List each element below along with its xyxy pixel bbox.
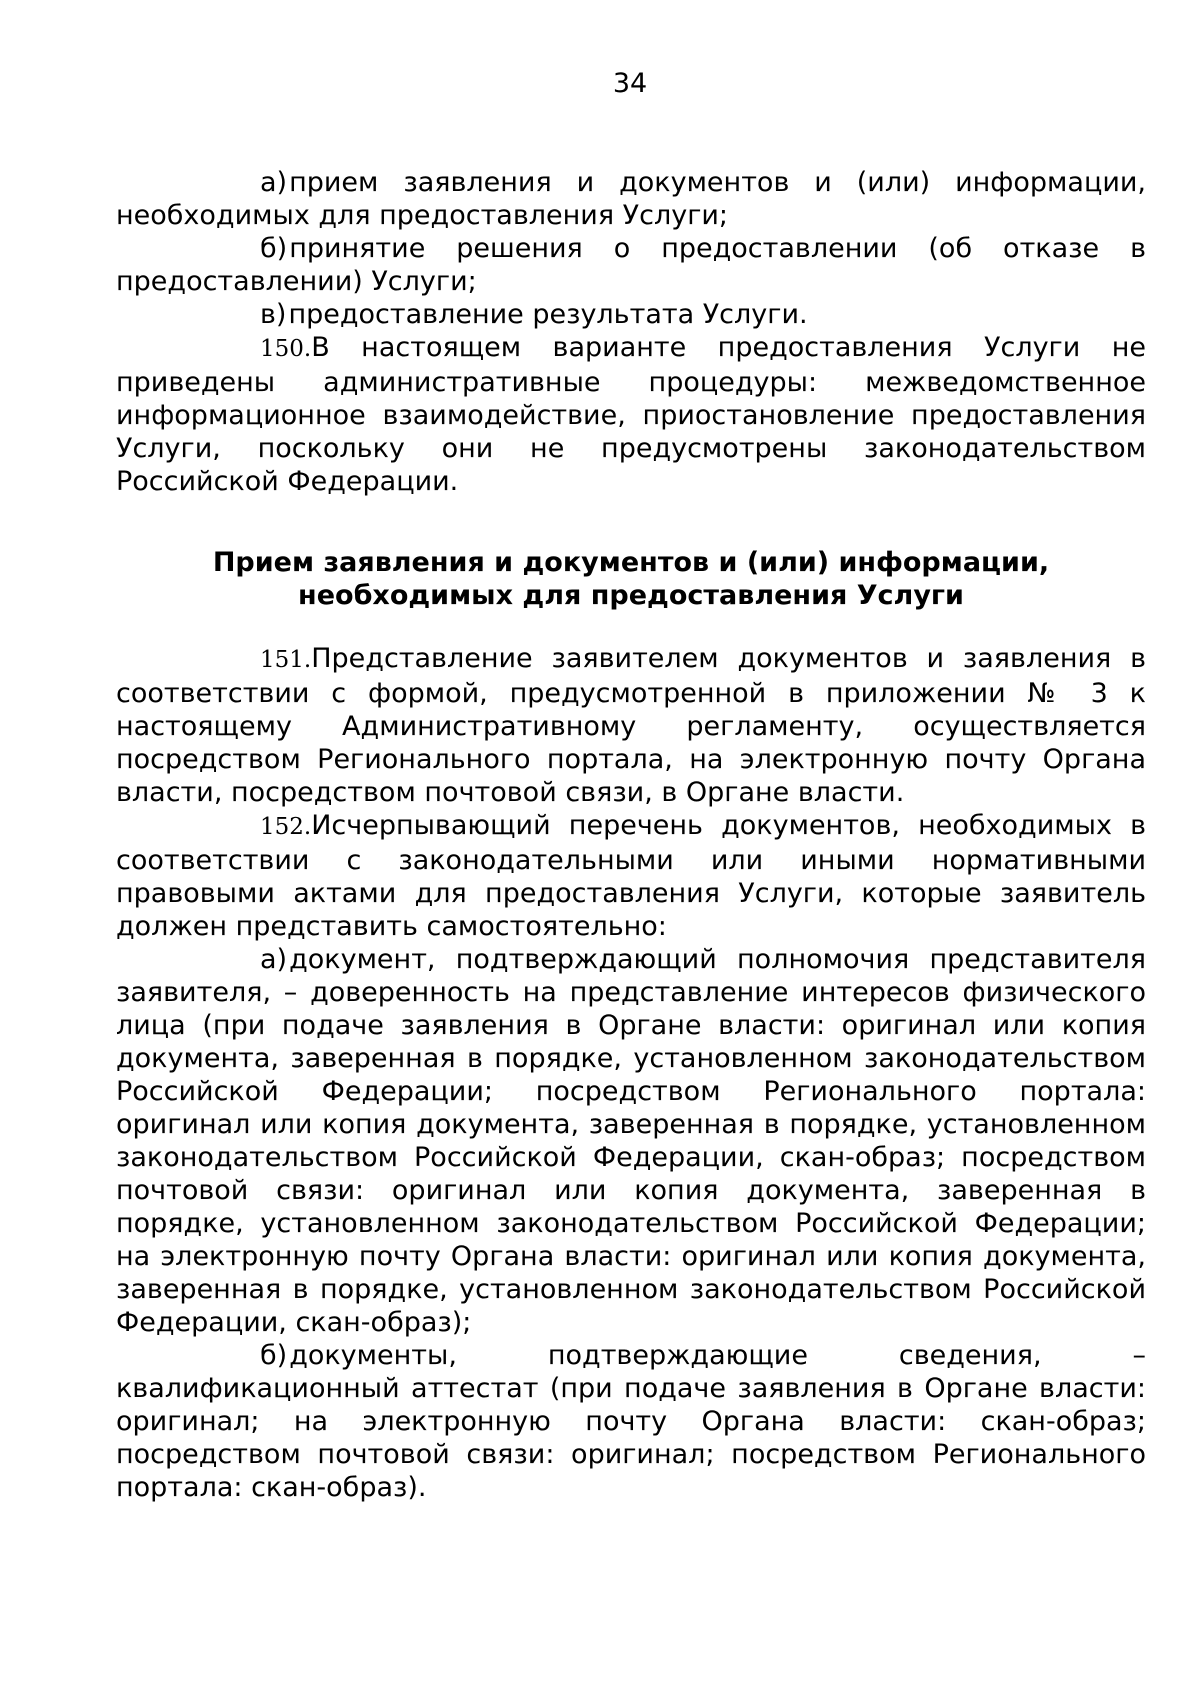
paragraph-150 [116,331,1146,498]
list-marker: в) [260,299,287,330]
paragraph-number: 151. [260,647,312,673]
list-marker: б) [260,1340,288,1371]
paragraph-text: Исчерпывающий перечень документов, необходимых в соответствии с законодательными или иными нормативными правовыми актами для предоставления Услуги, которые заявитель должен представить самостоятельно: [116,810,1146,942]
section-heading [116,546,1146,612]
heading-line-2: необходимых для предоставления Услуги [298,580,964,611]
document-body [116,166,1146,1504]
list-item-b [116,1339,1146,1504]
page-number: 34 [612,68,648,99]
paragraph-number: 150. [260,336,312,362]
list-item-text: принятие решения о предоставлении (об отказе в предоставлении) Услуги; [116,233,1146,297]
paragraph-text: Представление заявителем документов и заявления в соответствии с формой, предусмотренной в приложении № 3 к настоящему Административному регламенту, осуществляется посредством Регионального портала, на электронную почту Органа власти, посредством почтовой связи, в Органе власти. [116,643,1146,808]
list-item-a [116,166,1146,232]
paragraph-152 [116,809,1146,943]
list-item-text: прием заявления и документов и (или) информации, необходимых для предоставления Услуги; [116,167,1146,231]
heading-line-1: Прием заявления и документов и (или) информации, [212,547,1050,578]
paragraph-151 [116,642,1146,809]
list-item-text: предоставление результата Услуги. [288,299,808,330]
list-marker: а) [260,167,288,198]
list-marker: б) [260,233,288,264]
list-marker: а) [260,944,288,975]
paragraph-text: В настоящем варианте предоставления Услуги не приведены административные процедуры: межведомственное информационное взаимодействие, приостановление предоставления Услуги, поскольку они не предусмотрены законодательством Российской Федерации. [116,332,1146,497]
list-item-text: документы, подтверждающие сведения, – квалификационный аттестат (при подаче заявления в Органе власти: оригинал; на электронную почту Органа власти: скан-образ; посредством почтовой связи: оригинал; посредством Регионального портала: скан-образ). [116,1340,1146,1503]
list-item-v [116,298,1146,331]
paragraph-number: 152. [260,814,312,840]
list-item-a [116,943,1146,1339]
list-item-text: документ, подтверждающий полномочия представителя заявителя, – доверенность на представление интересов физического лица (при подаче заявления в Органе власти: оригинал или копия документа, заверенная в порядке, установленном законодательством Российской Федерации; посредством Регионального портала: оригинал или копия документа, заверенная в порядке, установленном законодательством Российской Федерации, скан-образ; посредством почтовой связи: оригинал или копия документа, заверенная в порядке, установленном законодательством Российской Федерации; на электронную почту Органа власти: оригинал или копия документа, заверенная в порядке, установленном законодательством Российской Федерации, скан-образ); [116,944,1146,1338]
list-item-b [116,232,1146,298]
